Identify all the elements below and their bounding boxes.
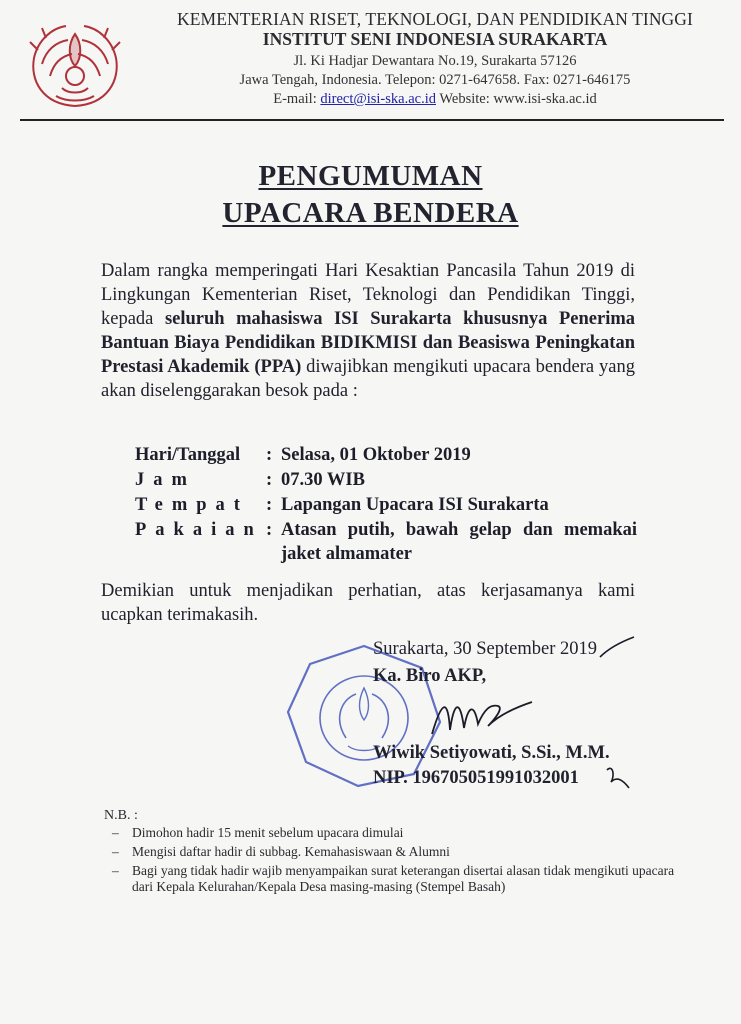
contact-line (140, 90, 730, 109)
detail-label: Tempat (135, 495, 249, 515)
detail-colon: : (266, 445, 273, 465)
list-dash: – (112, 825, 119, 840)
list-dash: – (112, 844, 119, 859)
signatory-nip: NIP. 196705051991032001 (373, 768, 579, 788)
detail-label: Hari/Tanggal (135, 445, 241, 465)
note-text: Mengisi daftar hadir di subbag. Kemahasiswaan & Alumni (132, 844, 450, 859)
detail-value: Selasa, 01 Oktober 2019 (281, 445, 471, 465)
website-label: Website: (436, 91, 494, 107)
detail-colon: : (266, 520, 273, 540)
website-text: www.isi-ska.ac.id (493, 91, 597, 107)
signature-scribble-icon (428, 690, 538, 740)
list-item (104, 825, 684, 841)
address-line-2: Jawa Tengah, Indonesia. Telepon: 0271-647658. Fax: 0271-646175 (239, 72, 631, 88)
intro-text-bold: seluruh mahasiswa ISI Surakarta khususnya Penerima Bantuan Biaya Pendidikan BIDIKMISI dan Beasiswa Peningkatan Prestasi Akademik (PPA) (101, 309, 635, 377)
detail-value: Lapangan Upacara ISI Surakarta (281, 495, 549, 515)
detail-colon: : (266, 470, 273, 490)
note-text: Dimohon hadir 15 menit sebelum upacara dimulai (132, 825, 404, 840)
letterhead-divider (20, 119, 724, 121)
detail-label: Jam (135, 470, 196, 490)
detail-value: Atasan putih, bawah gelap dan memakai jaket almamater (281, 520, 637, 564)
intro-paragraph (101, 259, 635, 403)
pen-flourish-icon (603, 762, 633, 792)
signatory-name: Wiwik Setiyowati, S.Si., M.M. (373, 743, 610, 763)
isi-surakarta-emblem-icon (22, 14, 128, 114)
notes-list (104, 825, 684, 898)
signature-place-date: Surakarta, 30 September 2019 (373, 639, 597, 659)
announcement-title: PENGUMUMAN (258, 160, 483, 192)
detail-label: Pakaian (135, 520, 263, 540)
note-text: Bagi yang tidak hadir wajib menyampaikan surat keterangan disertai alasan tidak mengikuti upacara dari Kepala Kelurahan/Kepala Desa masing-masing (Stempel Basah) (132, 863, 675, 894)
notes-heading: N.B. : (104, 808, 138, 823)
tick-mark-icon (598, 635, 638, 665)
email-link[interactable]: direct@isi-ska.ac.id (320, 91, 436, 107)
list-item (104, 844, 684, 860)
signature-position: Ka. Biro AKP, (373, 666, 487, 686)
email-label: E-mail: (273, 91, 321, 107)
intro-text-a: Dalam rangka memperingati Hari Kesaktian Pancasila Tahun 2019 di Lingkungan Kementerian Riset, Teknologi dan Pendidikan Tinggi, kepada (101, 261, 635, 329)
intro-text-c: diwajibkan mengikuti upacara bendera yang akan diselenggarakan besok pada : (101, 357, 635, 401)
list-item (104, 863, 684, 895)
institution-name: INSTITUT SENI INDONESIA SURAKARTA (262, 29, 608, 49)
announcement-subtitle: UPACARA BENDERA (222, 197, 519, 229)
list-dash: – (112, 863, 119, 878)
ministry-name: KEMENTERIAN RISET, TEKNOLOGI, DAN PENDIDIKAN TINGGI (177, 9, 693, 29)
closing-paragraph: Demikian untuk menjadikan perhatian, atas kerjasamanya kami ucapkan terimakasih. (101, 581, 635, 625)
address-line-1: Jl. Ki Hadjar Dewantara No.19, Surakarta 57126 (293, 53, 577, 69)
detail-colon: : (266, 495, 273, 515)
detail-value: 07.30 WIB (281, 470, 365, 490)
